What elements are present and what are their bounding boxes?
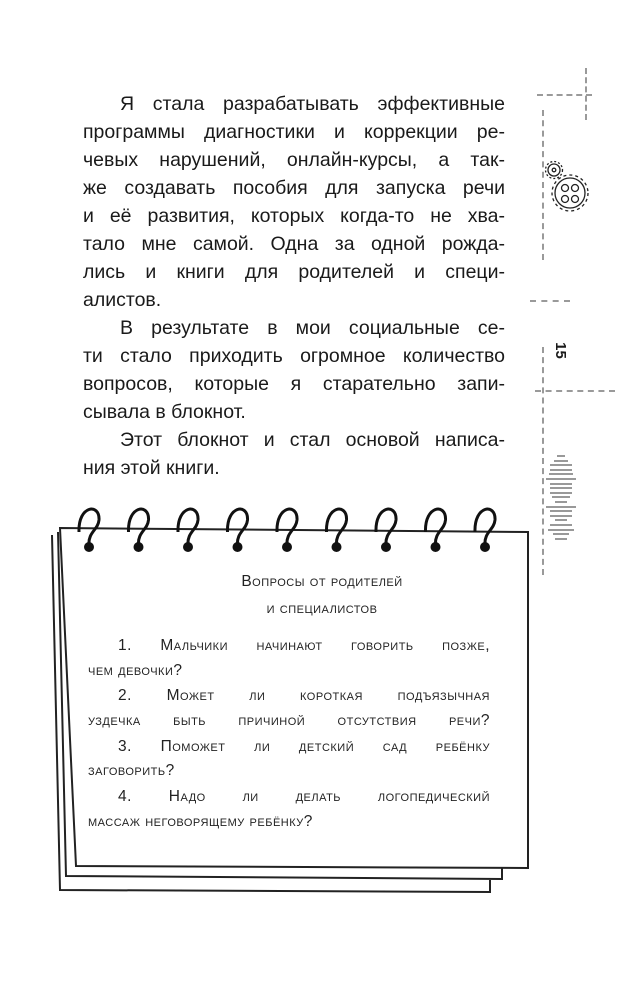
notebook-question-line: заговорить? [88,762,175,779]
notebook-question-line: чем девочки? [88,662,183,679]
notebook-question-line: 1. Мальчики начинают говорить позже, [118,637,490,654]
body-line-text: тало мне самой. Одна за одной рожда- [83,233,505,255]
notebook-question-line: 4. Надо ли делать логопедический [118,788,490,805]
body-line-text: и её развития, которых когда-то не хва- [83,205,505,227]
body-line-text: чевых нарушений, онлайн-курсы, а так- [83,149,505,171]
page-number: 15 [551,342,569,359]
body-line-text: лись и книги для родителей и специ- [83,261,505,283]
notebook-question-line: массаж неговорящему ребёнку? [88,813,313,830]
notebook-question-line: 2. Может ли короткая подъязычная [118,687,490,704]
body-line-text: сывала в блокнот. [83,401,246,423]
body-line-text: ти стало приходить огромное количество [83,345,505,367]
notebook-question-line: уздечка быть причиной отсутствия речи? [88,712,490,729]
body-line-text: же создавать пособия для запуска речи [83,177,505,199]
body-line-text: ния этой книги. [83,457,220,479]
body-line-text: вопросов, которые я старательно запи- [83,373,505,395]
body-line-text: программы диагностики и коррекции ре- [83,121,505,143]
body-line-text: Я стала разрабатывать эффективные [120,93,505,115]
notebook-title: и специалистов [266,600,378,617]
body-line-text: Этот блокнот и стал основой написа- [120,429,505,451]
body-line-text: В результате в мои социальные се- [120,317,505,339]
notebook-question-line: 3. Поможет ли детский сад ребёнку [118,738,490,755]
body-line-text: алистов. [83,289,162,311]
notebook-title: Вопросы от родителей [241,573,403,590]
